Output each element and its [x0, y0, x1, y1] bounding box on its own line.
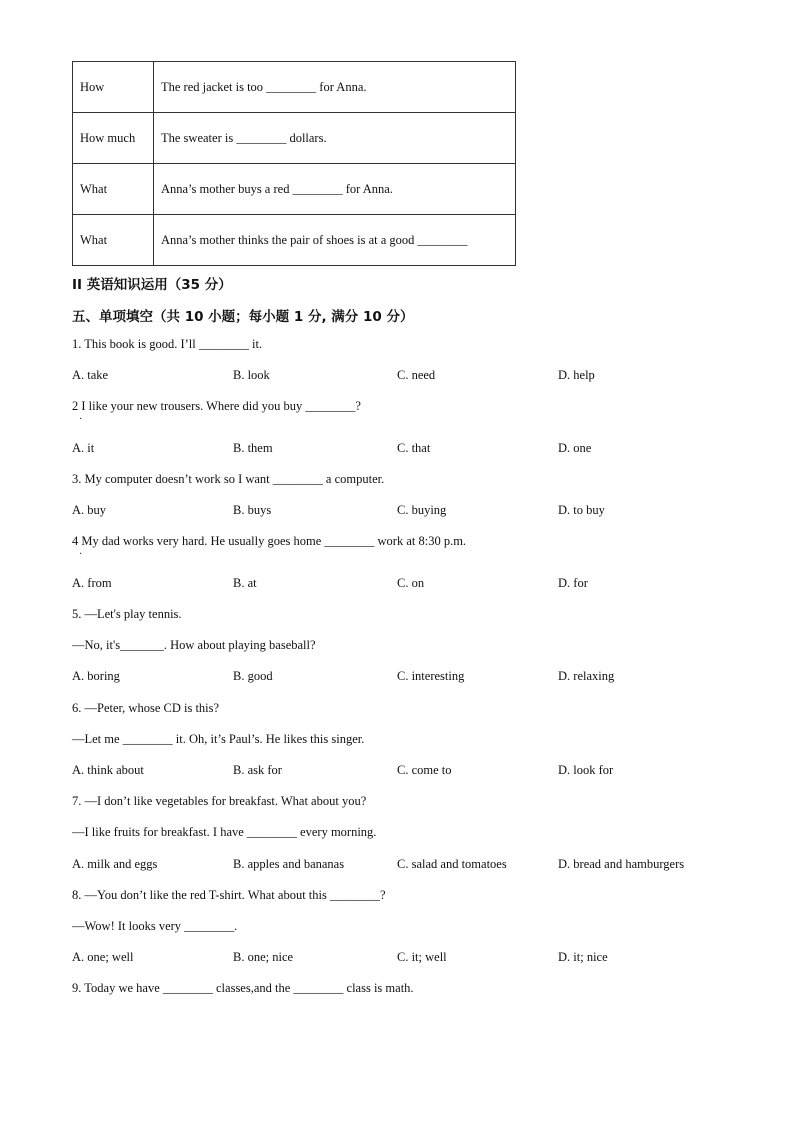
table-row	[73, 164, 516, 215]
section-title: 五、单项填空（共 10 小题；每小题 1 分, 满分 10 分）	[72, 309, 414, 325]
option-c: C. interesting	[397, 669, 465, 683]
option-c: C. it; well	[397, 950, 447, 964]
option-b: B. at	[233, 576, 257, 590]
option-b: B. them	[233, 441, 273, 455]
question-text: —Wow! It looks very ________.	[72, 919, 238, 933]
option-b: B. buys	[233, 503, 272, 517]
options-row	[72, 368, 732, 384]
option-c: C. that	[397, 441, 431, 455]
info-table	[72, 61, 516, 266]
options-row	[72, 857, 732, 873]
table-cell-question: How much	[73, 113, 154, 164]
table-cell-question: How	[73, 62, 154, 113]
question-text: 4 My dad works very hard. He usually goes home ________ work at 8:30 p.m.	[72, 534, 467, 548]
option-d: D. look for	[558, 763, 614, 777]
option-c: C. buying	[397, 503, 447, 517]
option-b: B. one; nice	[233, 950, 294, 964]
option-a: A. it	[72, 441, 95, 455]
option-a: A. buy	[72, 503, 107, 517]
number-dot: ·	[79, 414, 83, 425]
table-cell-sentence: Anna’s mother thinks the pair of shoes is at a good ________	[154, 215, 516, 266]
table-cell-sentence: Anna’s mother buys a red ________ for Anna.	[154, 164, 516, 215]
option-b: B. apples and bananas	[233, 857, 345, 871]
question-text: 6. —Peter, whose CD is this?	[72, 701, 220, 715]
question-text: 2 I like your new trousers. Where did you buy ________?	[72, 399, 361, 413]
number-dot: ·	[79, 549, 83, 560]
option-d: D. bread and hamburgers	[558, 857, 685, 871]
question-text: —Let me ________ it. Oh, it’s Paul’s. He likes this singer.	[72, 732, 365, 746]
option-d: D. one	[558, 441, 592, 455]
question-text: 9. Today we have ________ classes,and the ________ class is math.	[72, 981, 414, 995]
table-row	[73, 62, 516, 113]
option-a: A. boring	[72, 669, 120, 683]
option-d: D. help	[558, 368, 595, 382]
question-text: —I like fruits for breakfast. I have ________ every morning.	[72, 825, 377, 839]
question-text: —No, it's_______. How about playing baseball?	[72, 638, 316, 652]
option-c: C. come to	[397, 763, 452, 777]
option-a: A. take	[72, 368, 109, 382]
question-text: 1. This book is good. I’ll ________ it.	[72, 337, 263, 351]
options-row	[72, 576, 732, 592]
option-c: C. salad and tomatoes	[397, 857, 507, 871]
question-text: 8. —You don’t like the red T-shirt. What about this ________?	[72, 888, 386, 902]
question-text: 3. My computer doesn’t work so I want ________ a computer.	[72, 472, 385, 486]
option-d: D. relaxing	[558, 669, 615, 683]
option-b: B. look	[233, 368, 270, 382]
option-d: D. it; nice	[558, 950, 608, 964]
option-a: A. think about	[72, 763, 144, 777]
option-b: B. good	[233, 669, 273, 683]
option-a: A. from	[72, 576, 112, 590]
question-text: 5. —Let's play tennis.	[72, 607, 182, 621]
option-c: C. on	[397, 576, 425, 590]
table-cell-sentence: The red jacket is too ________ for Anna.	[154, 62, 516, 113]
option-d: D. to buy	[558, 503, 605, 517]
option-d: D. for	[558, 576, 588, 590]
table-cell-sentence: The sweater is ________ dollars.	[154, 113, 516, 164]
option-b: B. ask for	[233, 763, 282, 777]
option-c: C. need	[397, 368, 436, 382]
option-a: A. milk and eggs	[72, 857, 158, 871]
question-text: 7. —I don’t like vegetables for breakfast. What about you?	[72, 794, 367, 808]
option-a: A. one; well	[72, 950, 134, 964]
options-row	[72, 441, 732, 457]
options-row	[72, 669, 732, 685]
table-row	[73, 215, 516, 266]
options-row	[72, 503, 732, 519]
options-row	[72, 763, 732, 779]
table-cell-question: What	[73, 164, 154, 215]
table-row	[73, 113, 516, 164]
options-row	[72, 950, 732, 966]
part-title: II 英语知识运用（35 分）	[72, 277, 232, 293]
table-cell-question: What	[73, 215, 154, 266]
